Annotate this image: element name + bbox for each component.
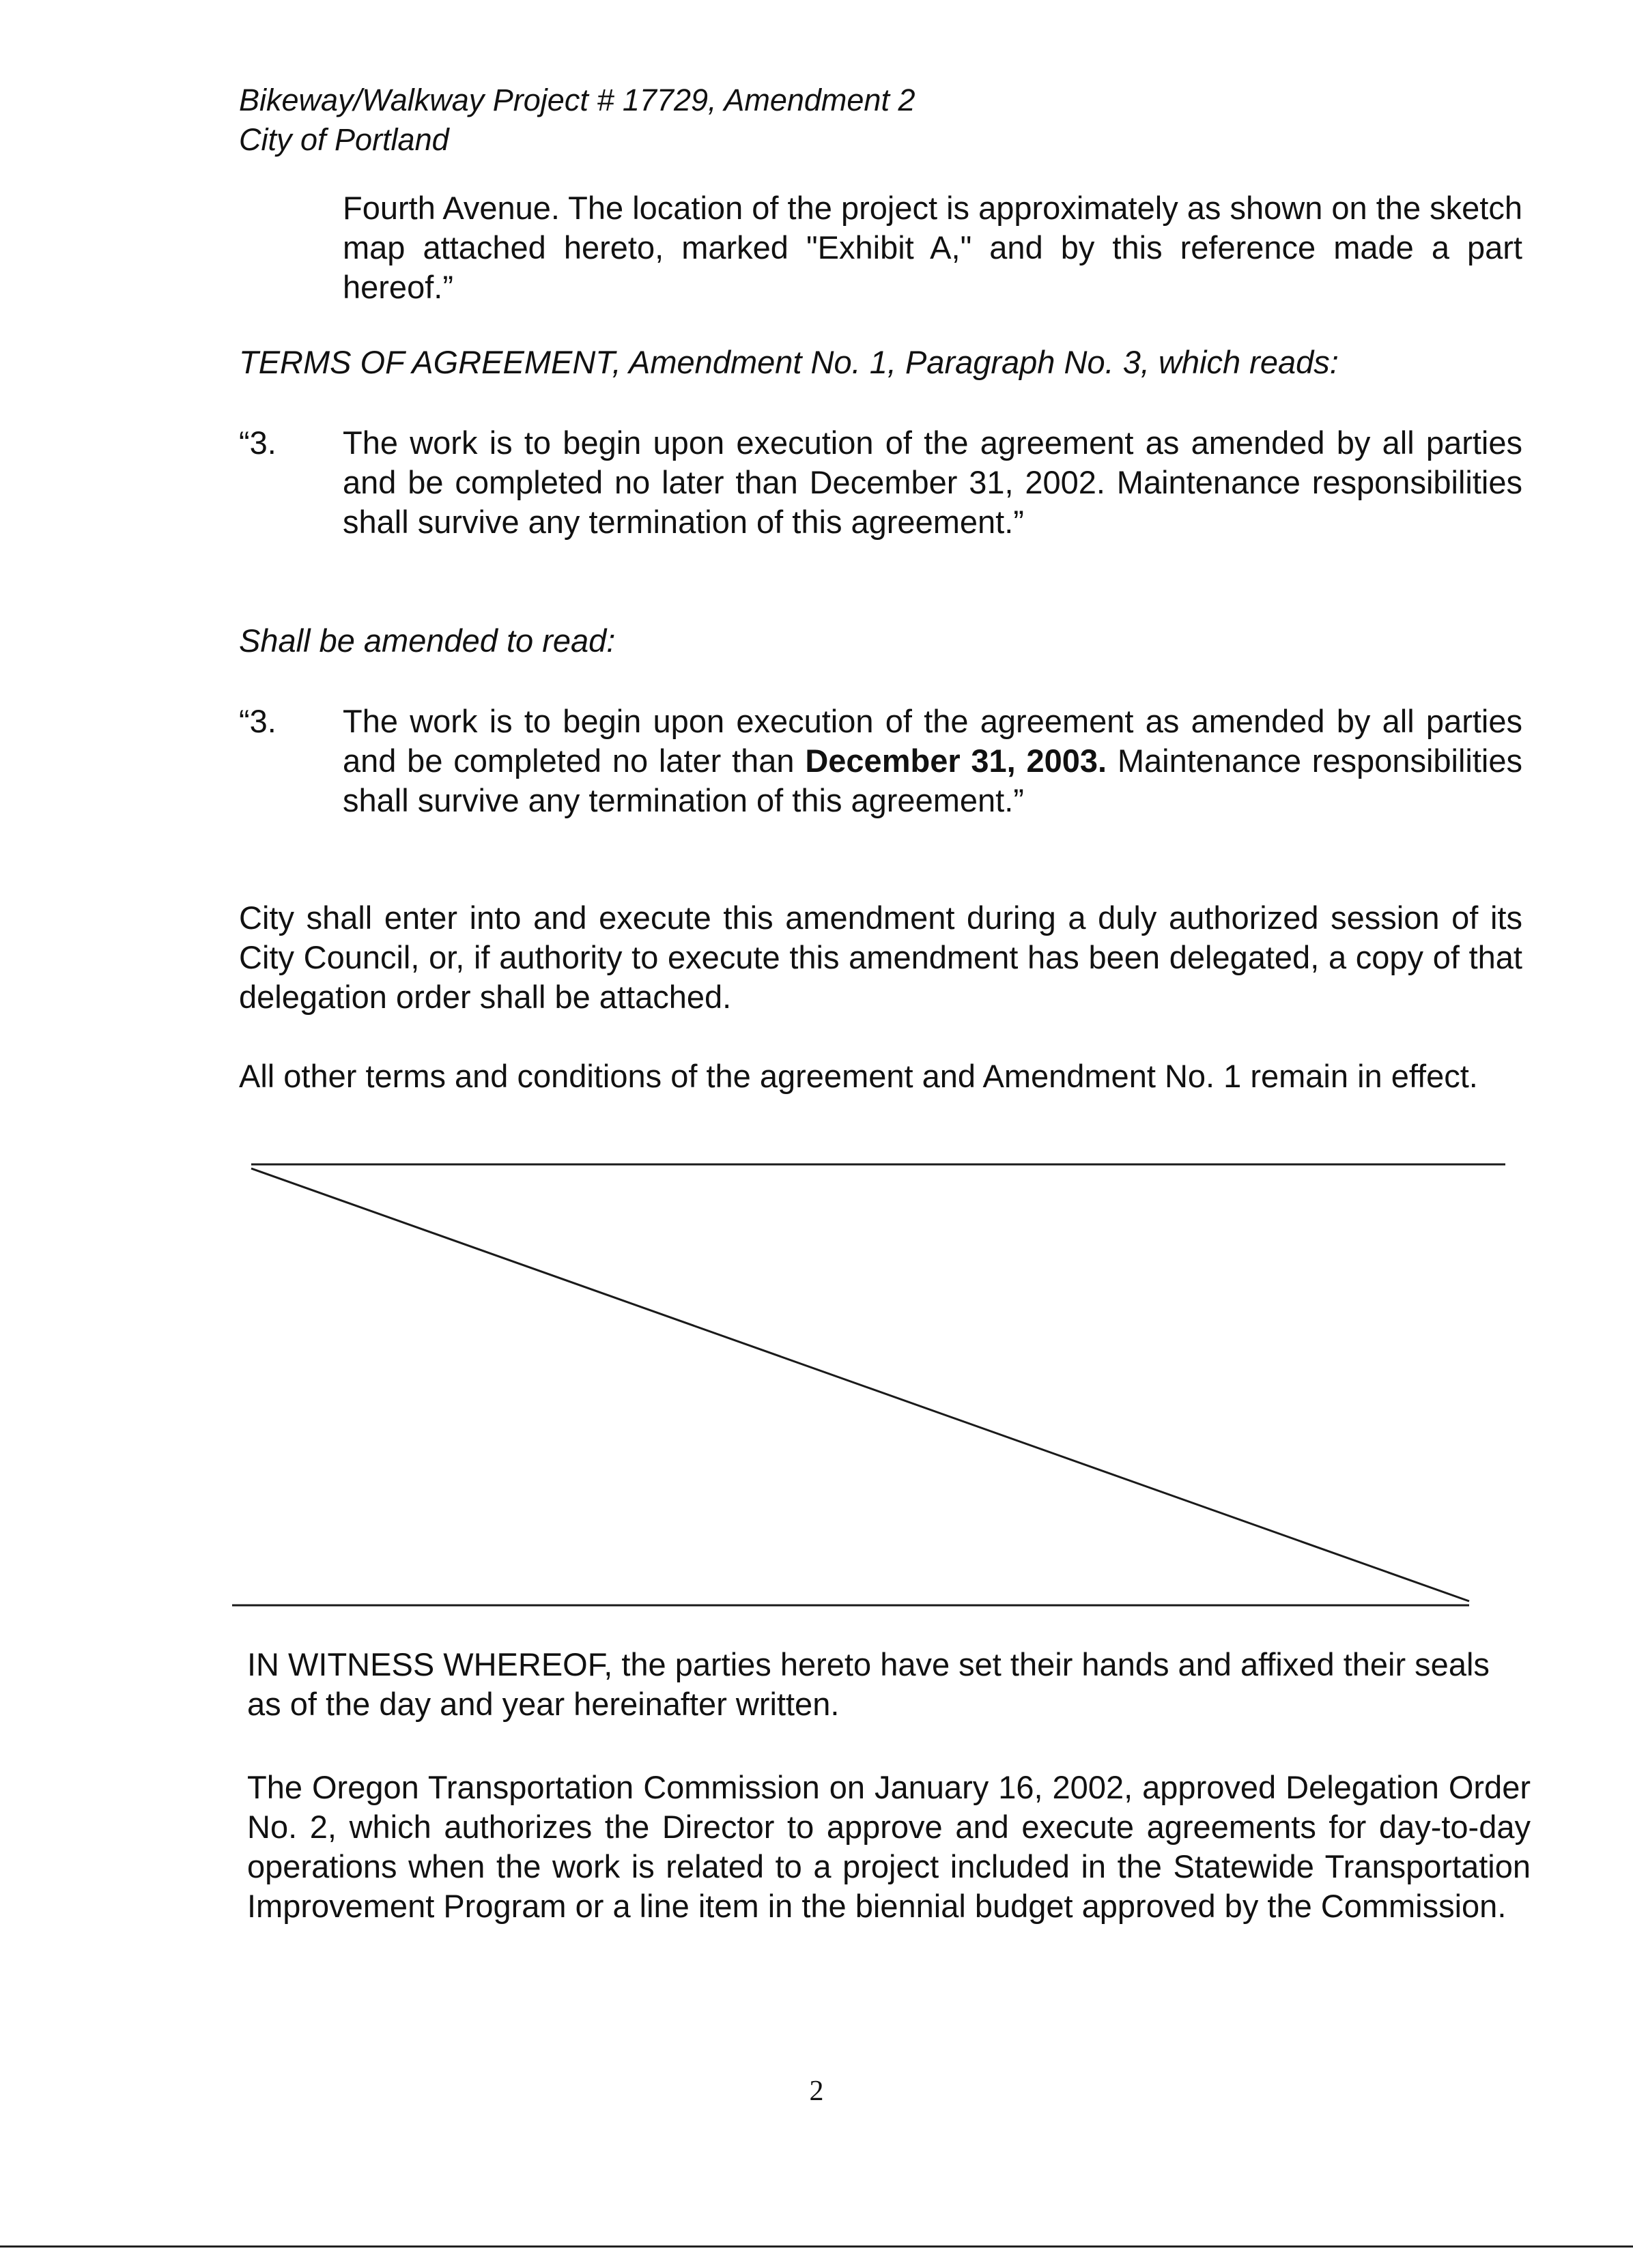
amended-clause-number: “3. <box>239 703 276 739</box>
amended-clause-text-after: Maintenance responsibilities shall survive any termination of this agreement.” <box>343 743 1523 818</box>
continuation-paragraph: Fourth Avenue. The location of the project is approximately as shown on the sketch map attached hereto, marked "Exhibit A," and by this reference made a part hereof.” <box>343 190 1522 305</box>
commission-paragraph: The Oregon Transportation Commission on January 16, 2002, approved Delegation Order No. 2, which authorizes the Director to approve and execute agreements for day-to-day operations when the work is related to a project included in the Statewide Transportation Improvement Program or a line item in the biennial budget approved by the Commission. <box>247 1769 1531 1924</box>
z-strike-diagonal-line <box>251 1168 1469 1601</box>
terms-heading: TERMS OF AGREEMENT, Amendment No. 1, Paragraph No. 3, which reads: <box>239 344 1339 380</box>
other-terms-paragraph: All other terms and conditions of the agreement and Amendment No. 1 remain in effect. <box>239 1058 1478 1094</box>
original-clause-text: The work is to begin upon execution of the agreement as amended by all parties and be completed no later than December 31, 2002. Maintenance responsibilities shall survive any termination of this agreement.” <box>343 425 1522 540</box>
amend-heading: Shall be amended to read: <box>239 622 616 659</box>
header-city-line: City of Portland <box>239 122 449 157</box>
amended-completion-date: December 31, 2003. <box>805 743 1107 779</box>
amended-clause-text-before: The work is to begin upon execution of the agreement as amended by all parties and be completed no later than <box>343 703 1522 779</box>
page-number: 2 <box>809 2076 824 2107</box>
header-project-line: Bikeway/Walkway Project # 17729, Amendment 2 <box>239 83 915 117</box>
original-clause-number: “3. <box>239 425 276 461</box>
page-bottom-rule <box>0 2245 1633 2248</box>
witness-paragraph: IN WITNESS WHEREOF, the parties hereto have set their hands and affixed their seals as of the day and year hereinafter written. <box>247 1646 1490 1722</box>
city-paragraph: City shall enter into and execute this amendment during a duly authorized session of its City Council, or, if authority to execute this amendment has been delegated, a copy of that delegation order shall be attached. <box>239 900 1522 1015</box>
